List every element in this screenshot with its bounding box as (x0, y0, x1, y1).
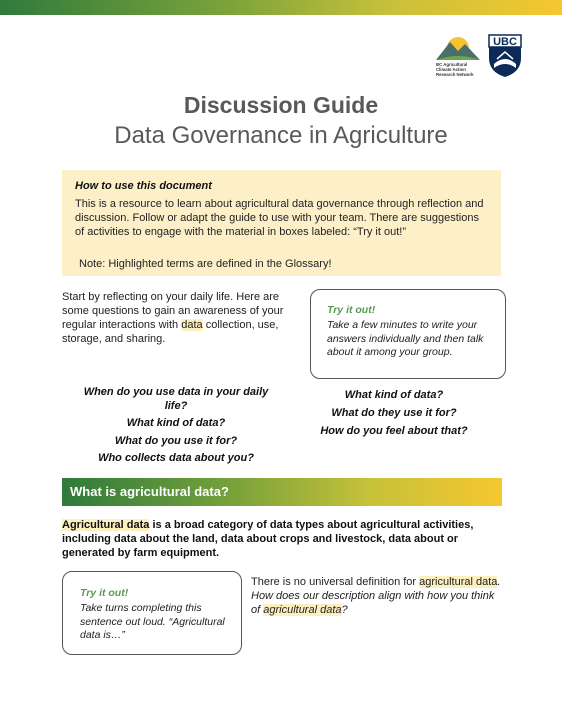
try-it-out-label: Try it out! (80, 587, 129, 599)
ubc-wordmark (488, 34, 522, 47)
glossary-term-agricultural-data: Agricultural data (62, 519, 150, 531)
universal-question: . How does our description align with how you think of (251, 576, 501, 616)
ubc-logo (488, 34, 522, 78)
question-item: When do you use data in your daily life? (83, 386, 269, 412)
try-it-out-box-sentence (62, 571, 242, 655)
definition-text: is a broad category of data types about agricultural activities, including data about the land, data about crops and livestock, data about or generated by farm equipment. (62, 519, 474, 559)
bc-agricultural-network-logo (436, 34, 480, 82)
question-item: What do they use it for? (331, 407, 457, 419)
agricultural-data-definition (62, 518, 502, 560)
universal-definition-paragraph (251, 575, 503, 617)
question-item: What do you use it for? (114, 434, 238, 447)
page-subtitle: Data Governance in Agriculture (114, 122, 448, 149)
reflection-questions-left (76, 386, 276, 466)
universal-text-start: There is no universal definition for (251, 576, 420, 588)
question-item: How do you feel about that? (320, 425, 468, 437)
glossary-note: Note: Highlighted terms are defined in the Glossary! (79, 258, 332, 270)
universal-question-end: ? (341, 604, 348, 616)
question-item: What kind of data? (126, 417, 226, 429)
bc-logo-text: BC Agricultural Climate Action Research Network (436, 62, 474, 77)
intro-text-start: Start by reflecting on your daily life. Here are some questions to gain an awareness of your regular interactions with (62, 291, 284, 331)
glossary-term-agricultural-data: agricultural data (419, 576, 498, 588)
reflection-questions-right (296, 386, 492, 440)
ubc-logo-text: UBC (493, 36, 517, 47)
glossary-term-agricultural-data: agricultural data (263, 604, 342, 616)
section-title: What is agricultural data? (70, 484, 229, 499)
top-gradient-bar (0, 0, 562, 15)
section-header-agricultural-data (62, 478, 502, 506)
try-it-out-body: Take a few minutes to write your answers individually and then talk about it among your group. (327, 319, 484, 358)
intro-text-end: collection, use, storage, and sharing. (62, 319, 279, 345)
how-to-use-box (62, 170, 501, 276)
try-it-out-body: Take turns completing this sentence out loud. “Agricultural data is…” (80, 602, 225, 641)
how-to-body: This is a resource to learn about agricultural data governance through reflection and discussion. Follow or adapt the guide to use with your team. There are suggestions of activities to engage with the material in boxes labeled: “Try it out!” (75, 198, 484, 238)
try-it-out-box-reflection (310, 289, 506, 379)
how-to-heading: How to use this document (75, 180, 212, 192)
mountain-sun-icon (436, 34, 480, 62)
intro-paragraph (62, 290, 302, 346)
question-item: What kind of data? (344, 389, 444, 401)
glossary-term-data: data (181, 319, 203, 331)
try-it-out-label: Try it out! (327, 304, 376, 316)
question-item: Who collects data about you? (98, 452, 254, 464)
page-title: Discussion Guide (183, 92, 379, 118)
